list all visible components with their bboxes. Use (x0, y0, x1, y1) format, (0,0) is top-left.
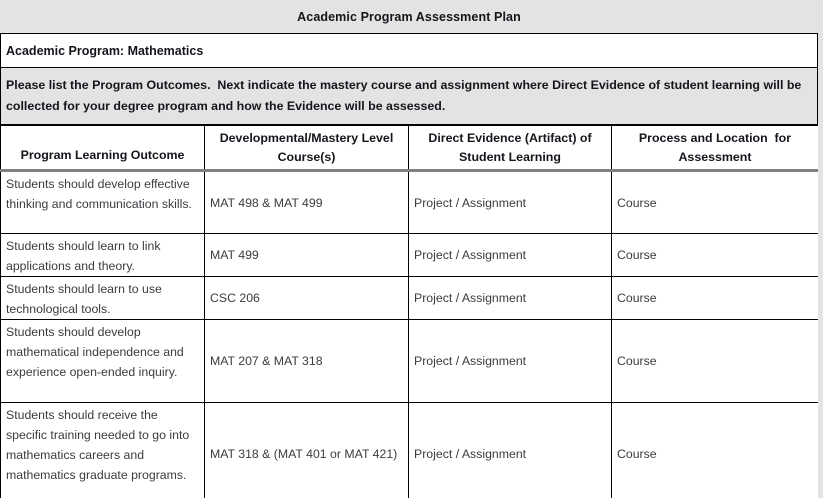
cell-courses: MAT 498 & MAT 499 (205, 171, 409, 234)
table-row (1, 320, 819, 403)
cell-process: Course (612, 234, 819, 277)
cell-outcome: Students should receive the specific training needed to go into mathematics careers and mathematics graduate programs. (1, 403, 205, 498)
column-header-direct-evidence: Direct Evidence (Artifact) of Student Learning (409, 126, 612, 171)
cell-evidence: Project / Assignment (409, 171, 612, 234)
table-row (1, 234, 819, 277)
academic-program-label: Academic Program: Mathematics (6, 43, 204, 58)
table-row (1, 403, 819, 498)
cell-courses: MAT 207 & MAT 318 (205, 320, 409, 403)
cell-outcome: Students should learn to link applications and theory. (1, 234, 205, 277)
instructions-text: Please list the Program Outcomes. Next indicate the mastery course and assignment where Direct Evidence of student learning will be collected for your degree program and how the Evidence will be assessed. (6, 78, 805, 113)
cell-process: Course (612, 320, 819, 403)
column-header-program-learning-outcome: Program Learning Outcome (1, 126, 205, 171)
cell-evidence: Project / Assignment (409, 234, 612, 277)
column-header-developmental-mastery-course: Developmental/Mastery Level Course(s) (205, 126, 409, 171)
cell-process: Course (612, 277, 819, 320)
table-header-row (1, 126, 819, 171)
cell-courses: MAT 318 & (MAT 401 or MAT 421) (205, 403, 409, 498)
assessment-table (0, 125, 819, 498)
document-banner (0, 0, 818, 33)
cell-evidence: Project / Assignment (409, 277, 612, 320)
cell-courses: CSC 206 (205, 277, 409, 320)
cell-process: Course (612, 403, 819, 498)
table-row (1, 277, 819, 320)
cell-outcome: Students should learn to use technological tools. (1, 277, 205, 320)
page-margin-strip (818, 0, 823, 498)
cell-evidence: Project / Assignment (409, 320, 612, 403)
instructions-block (0, 68, 818, 125)
cell-courses: MAT 499 (205, 234, 409, 277)
cell-process: Course (612, 171, 819, 234)
cell-evidence: Project / Assignment (409, 403, 612, 498)
table-row (1, 171, 819, 234)
page-title: Academic Program Assessment Plan (297, 9, 521, 24)
cell-outcome: Students should develop effective thinking and communication skills. (1, 171, 205, 234)
column-header-process-and-location: Process and Location for Assessment (612, 126, 819, 171)
cell-outcome: Students should develop mathematical independence and experience open-ended inquiry. (1, 320, 205, 403)
academic-program-row (0, 33, 818, 68)
